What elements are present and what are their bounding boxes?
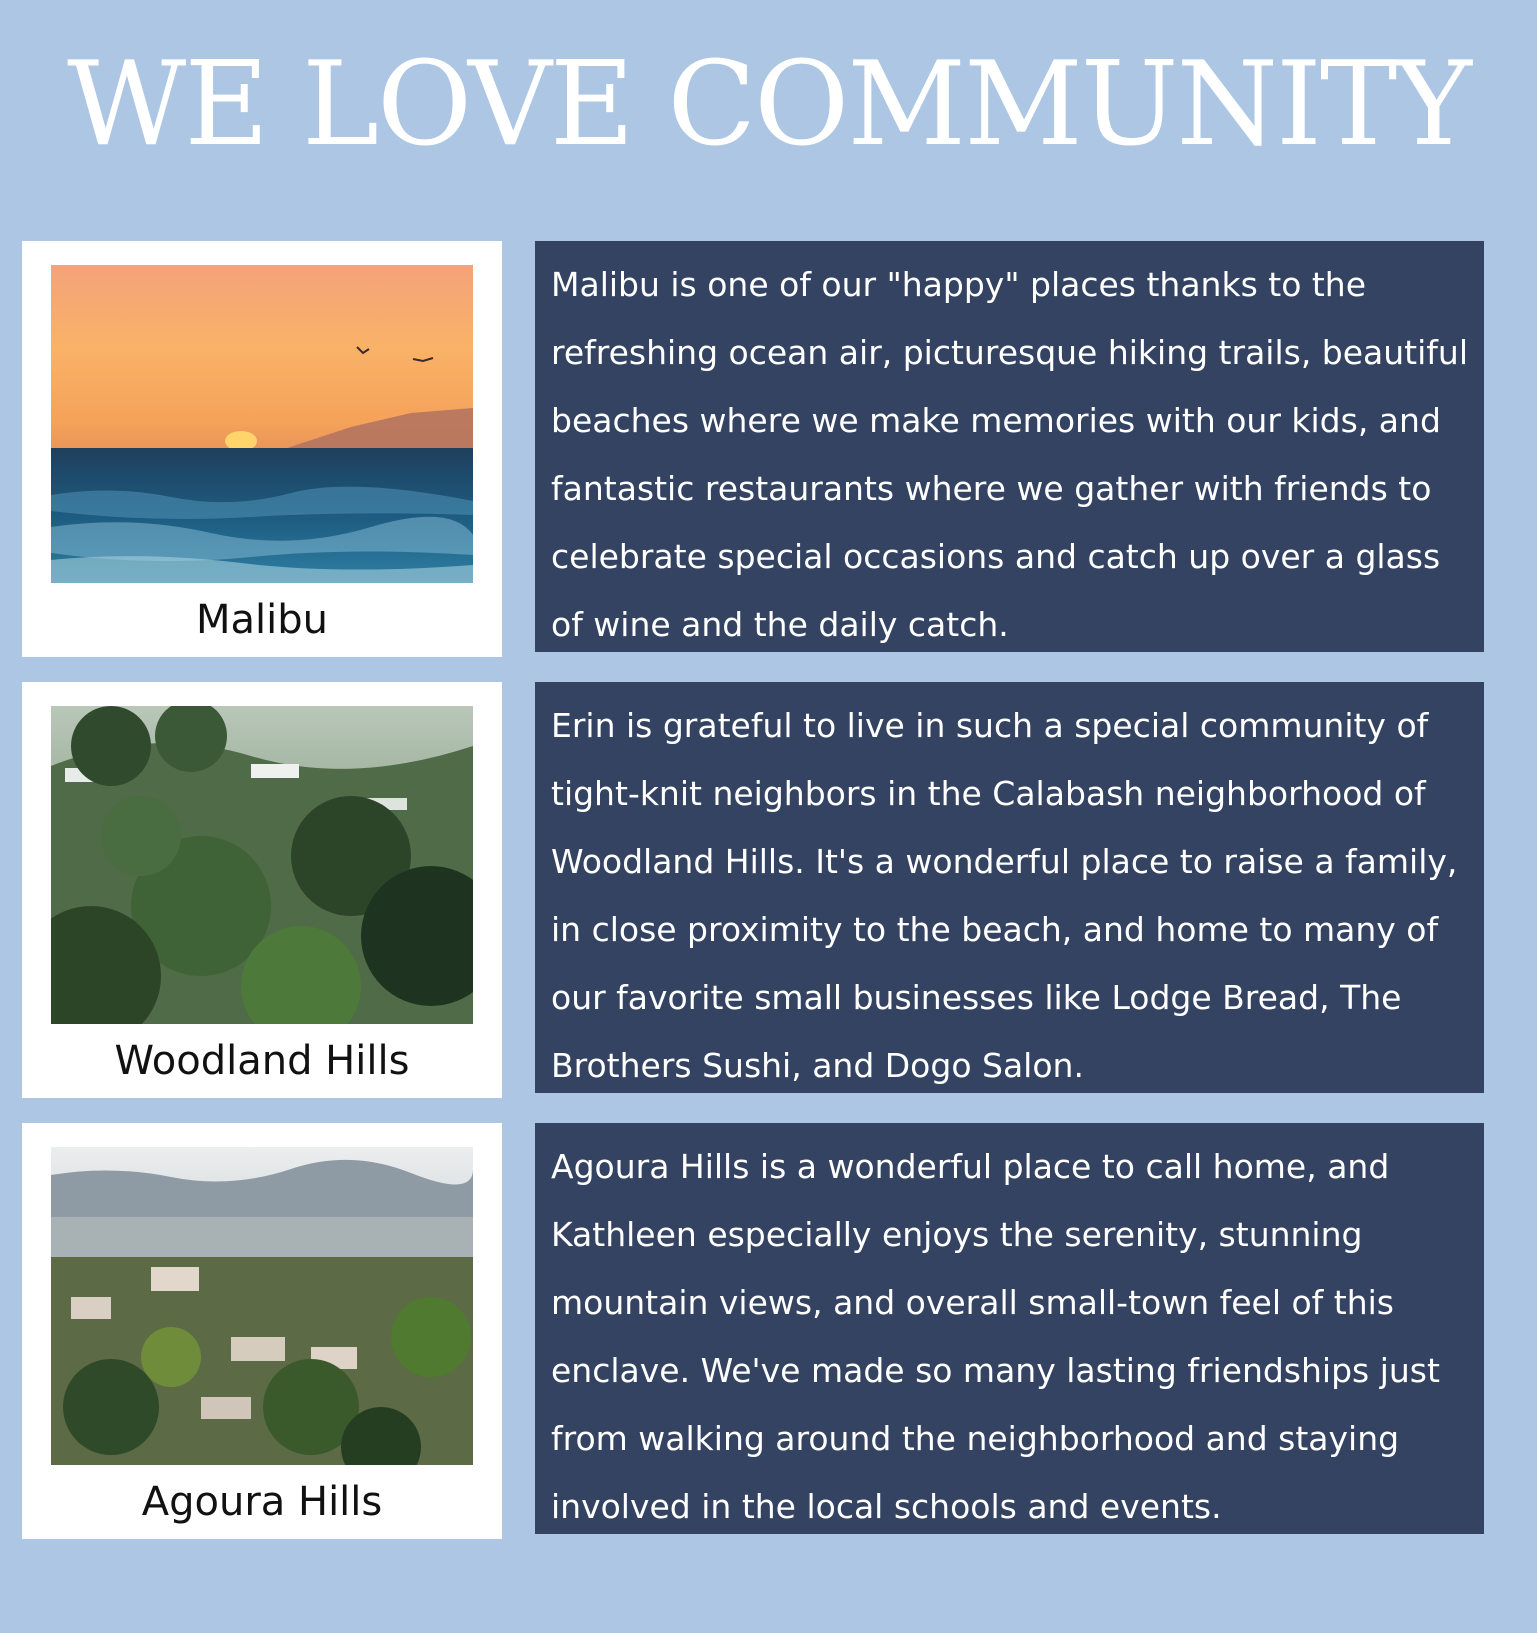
community-name: Woodland Hills bbox=[114, 1038, 410, 1084]
hillside-homes-photo bbox=[51, 1147, 473, 1465]
community-card-agoura-hills bbox=[22, 1123, 502, 1539]
community-description-panel-agoura-hills bbox=[535, 1123, 1484, 1534]
sunset-ocean-photo bbox=[51, 265, 473, 583]
community-description: Agoura Hills is a wonderful place to call home, and Kathleen especially enjoys the serenity, stunning mountain views, and overall small-town feel of this enclave. We've made so many lasting friendships just from walking around the neighborhood and staying involved in the local schools and events. bbox=[551, 1147, 1440, 1526]
community-description: Malibu is one of our "happy" places thanks to the refreshing ocean air, picturesque hiking trails, beautiful beaches where we make memories with our kids, and fantastic restaurants where we gather with friends to celebrate special occasions and catch up over a glass of wine and the daily catch. bbox=[551, 265, 1468, 644]
wooded-hills-photo bbox=[51, 706, 473, 1024]
community-name: Agoura Hills bbox=[141, 1479, 383, 1525]
page-title: WE LOVE COMMUNITY bbox=[67, 37, 1470, 172]
community-name: Malibu bbox=[196, 597, 328, 643]
community-card-malibu bbox=[22, 241, 502, 657]
community-card-woodland-hills bbox=[22, 682, 502, 1098]
community-description: Erin is grateful to live in such a special community of tight-knit neighbors in the Calabash neighborhood of Woodland Hills. It's a wonderful place to raise a family, in close proximity to the beach, and home to many of our favorite small businesses like Lodge Bread, The Brothers Sushi, and Dogo Salon. bbox=[551, 706, 1458, 1085]
community-description-panel-woodland-hills bbox=[535, 682, 1484, 1093]
community-description-panel-malibu bbox=[535, 241, 1484, 652]
